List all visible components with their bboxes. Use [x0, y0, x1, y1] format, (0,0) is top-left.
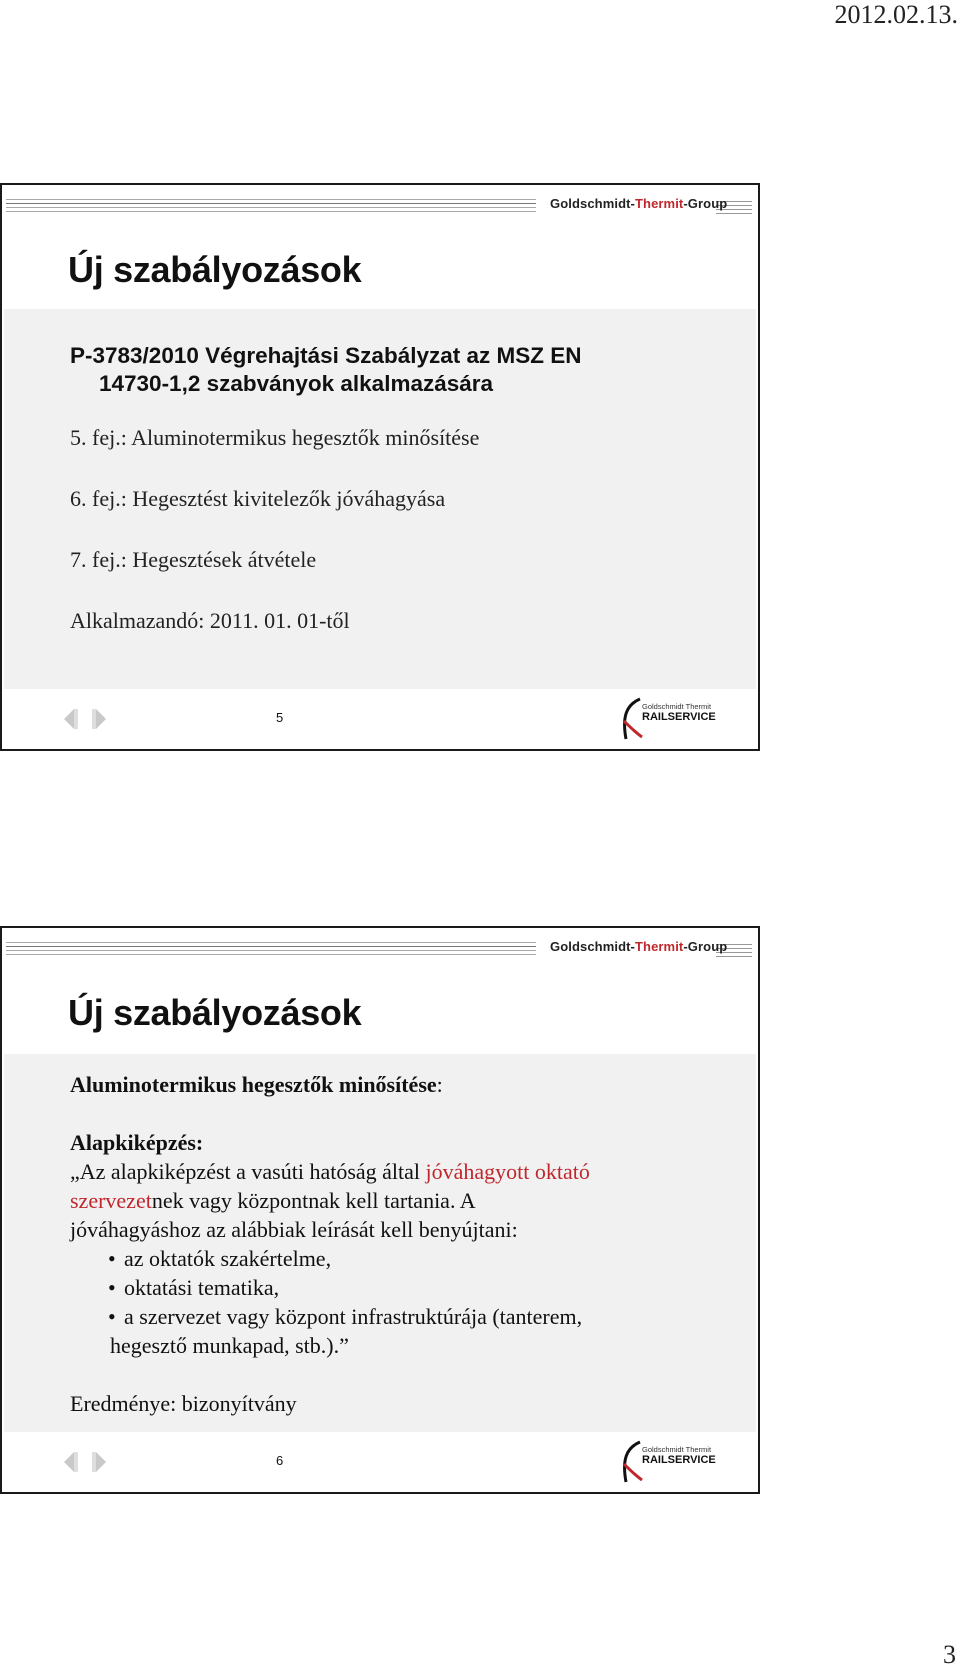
bullet-item: • az oktatók szakértelme,: [70, 1244, 756, 1273]
page-number: 3: [943, 1640, 956, 1669]
slide-6: [0, 926, 760, 1494]
bullet-item: • oktatási tematika,: [70, 1273, 756, 1302]
slide-title: Új szabályozások: [68, 992, 362, 1033]
paragraph-line: szervezetnek vagy központnak kell tartania. A: [70, 1188, 476, 1213]
logo-line1: Goldschmidt Thermit: [642, 702, 712, 711]
bullet-item: • a szervezet vagy központ infrastruktúrája (tanterem,: [70, 1302, 756, 1331]
logo-line1: Goldschmidt Thermit: [642, 1445, 712, 1454]
chapter-item: 6. fej.: Hegesztést kivitelezők jóváhagyása: [70, 486, 446, 511]
effective-date: Alkalmazandó: 2011. 01. 01-től: [70, 608, 350, 633]
swoosh-icon: [620, 1440, 644, 1484]
slide-number: 6: [276, 1453, 284, 1468]
header-rule-lines: [6, 199, 536, 215]
slide-footer: [2, 1432, 758, 1492]
logo-line2: RAILSERVICE: [642, 711, 716, 723]
subheading: Alapkiképzés:: [70, 1130, 204, 1155]
regulation-title: [70, 342, 756, 398]
slide-content: [4, 1054, 756, 1432]
bullet-continuation: hegesztő munkapad, stb.).”: [110, 1333, 349, 1358]
nav-arrows-icon[interactable]: [62, 707, 108, 731]
paragraph-line: „Az alapkiképzést a vasúti hatóság által jóváhagyott oktató: [70, 1159, 590, 1184]
slide-title: Új szabályozások: [68, 249, 362, 290]
slide-number: 5: [276, 710, 284, 725]
swoosh-icon: [620, 697, 644, 741]
slide-content: [4, 309, 756, 689]
header-rule-lines: [6, 942, 536, 958]
railservice-logo: [620, 695, 716, 743]
railservice-logo: [620, 1438, 716, 1486]
brand-logo-text: Goldschmidt-Thermit-Group: [550, 196, 728, 211]
result-line: Eredménye: bizonyítvány: [70, 1391, 297, 1416]
slide-nav[interactable]: [62, 707, 108, 731]
logo-line2: RAILSERVICE: [642, 1454, 716, 1466]
slide-nav[interactable]: [62, 1450, 108, 1474]
page-date: 2012.02.13.: [834, 0, 958, 29]
section-heading: Aluminotermikus hegesztők minősítése:: [70, 1072, 443, 1097]
brand-logo-text: Goldschmidt-Thermit-Group: [550, 939, 728, 954]
chapter-item: 7. fej.: Hegesztések átvétele: [70, 547, 317, 572]
slide-footer: [2, 689, 758, 749]
regulation-title-line2: 14730-1,2 szabványok alkalmazására: [99, 371, 494, 396]
paragraph-line: jóváhagyáshoz az alábbiak leírását kell benyújtani:: [70, 1217, 518, 1242]
nav-arrows-icon[interactable]: [62, 1450, 108, 1474]
regulation-title-line1: P-3783/2010 Végrehajtási Szabályzat az MSZ EN: [70, 343, 582, 368]
chapter-item: 5. fej.: Aluminotermikus hegesztők minősítése: [70, 425, 480, 450]
slide-5: [0, 183, 760, 751]
